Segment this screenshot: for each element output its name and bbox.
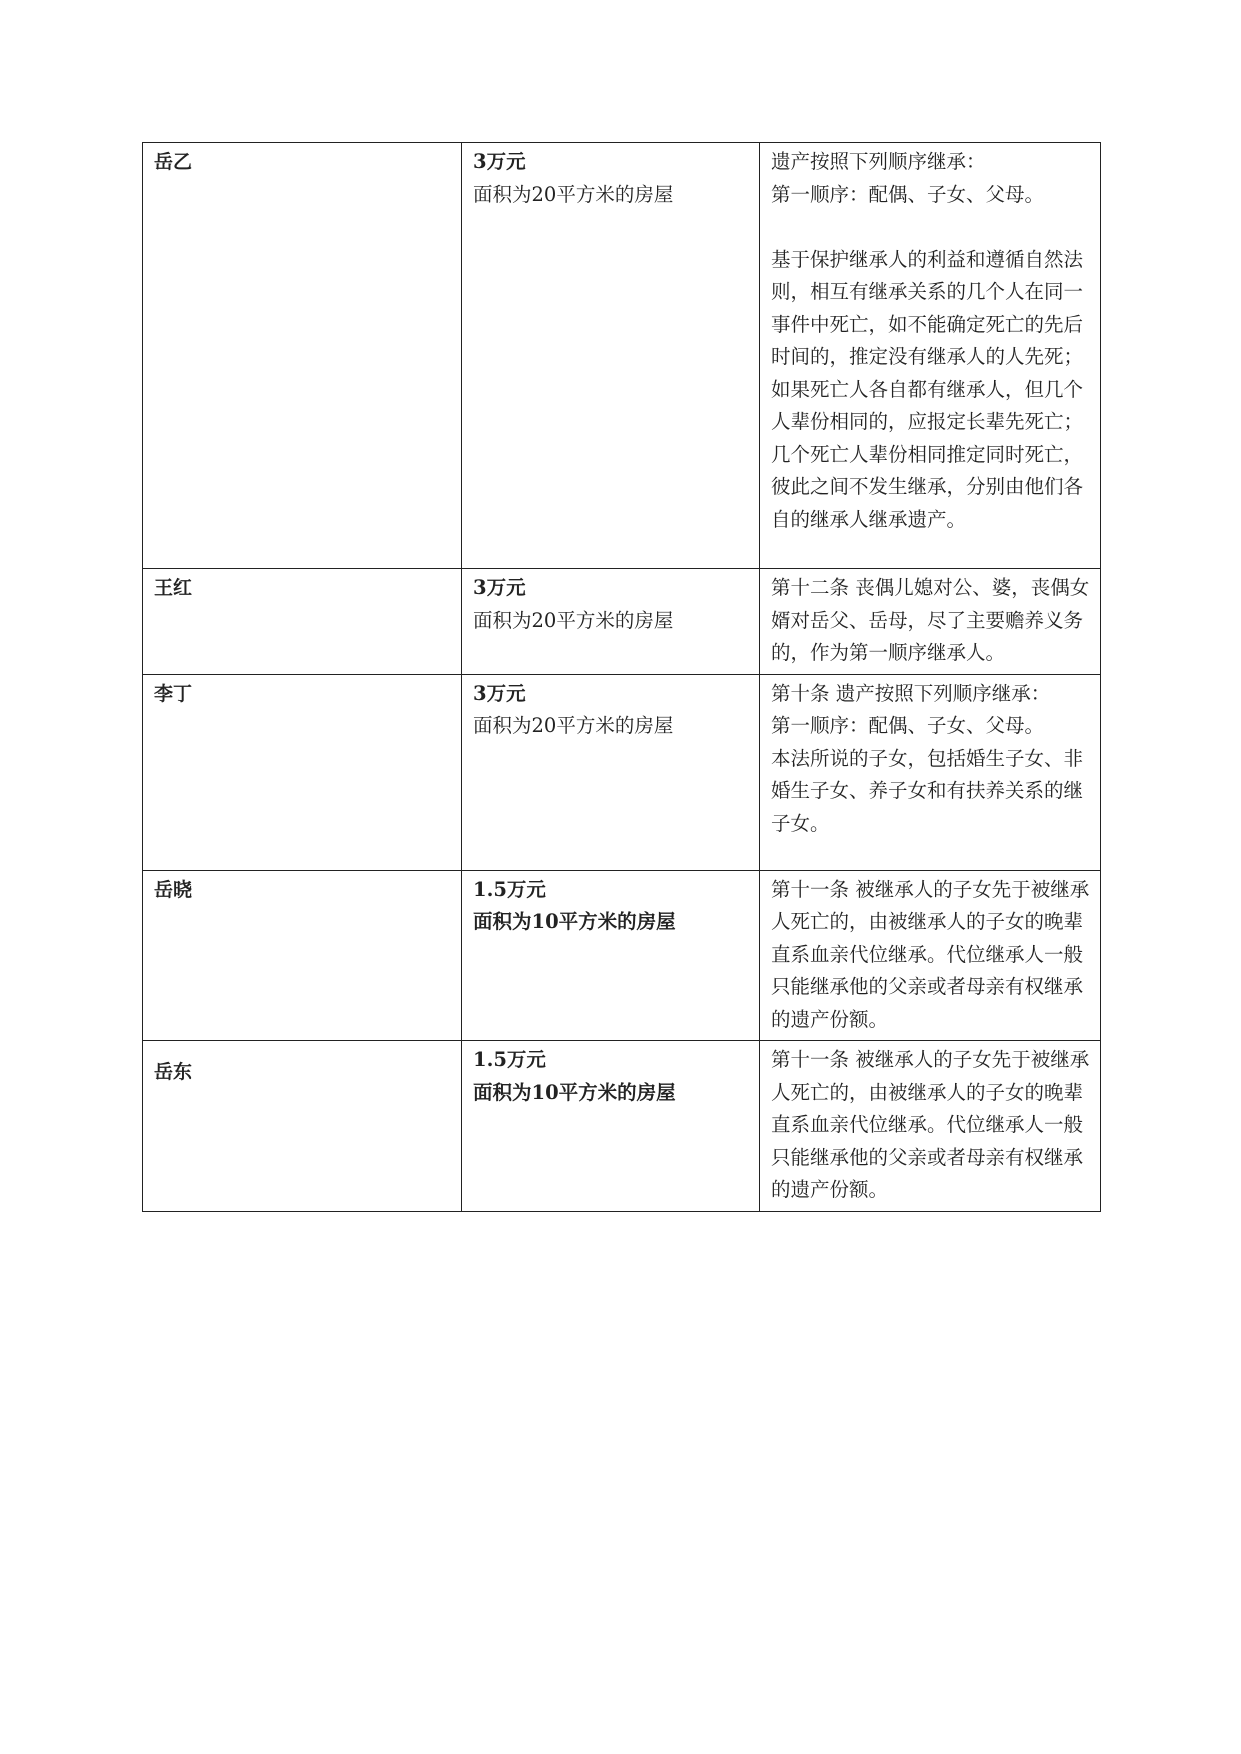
law-line: 第一顺序：配偶、子女、父母。 xyxy=(771,182,1045,206)
table-row xyxy=(143,1041,1101,1212)
estate-cell xyxy=(462,569,760,675)
heir-name-cell xyxy=(143,1041,462,1212)
law-line: 第十条 遗产按照下列顺序继承： xyxy=(771,681,1051,705)
law-cell xyxy=(760,674,1101,870)
heir-name: 岳东 xyxy=(154,1061,193,1083)
inheritance-table xyxy=(142,142,1101,1212)
estate-house: 面积为20平方米的房屋 xyxy=(473,714,674,737)
estate-house: 面积为20平方米的房屋 xyxy=(473,608,674,632)
paragraph-gap xyxy=(771,211,1090,244)
table-row xyxy=(143,569,1101,675)
law-paragraph: 基于保护继承人的利益和遵循自然法则，相互有继承关系的几个人在同一事件中死亡，如不能确定死亡的先后时间的，推定没有继承人的人先死；如果死亡人各自都有继承人，但几个人辈份相同的，应报定长辈先死亡；几个死亡人辈份相同推定同时死亡，彼此之间不发生继承，分别由他们各自的继承人继承遗产。 xyxy=(771,247,1084,531)
estate-cash: 1.5万元 xyxy=(473,1048,546,1071)
table-row xyxy=(143,674,1101,870)
estate-cell xyxy=(462,674,760,870)
estate-cash: 1.5万元 xyxy=(473,877,546,901)
heir-name-cell xyxy=(143,569,462,675)
estate-cash: 3万元 xyxy=(473,576,526,599)
law-paragraph: 第十一条 被继承人的子女先于被继承人死亡的，由被继承人的子女的晚辈直系血亲代位继承。代位继承人一般只能继承他的父亲或者母亲有权继承的遗产份额。 xyxy=(771,1048,1090,1201)
law-paragraph: 第十二条 丧偶儿媳对公、婆，丧偶女婿对岳父、岳母，尽了主要赡养义务的，作为第一顺序继承人。 xyxy=(771,576,1090,664)
heir-name-cell xyxy=(143,870,462,1041)
estate-cell xyxy=(462,143,760,569)
heir-name-cell xyxy=(143,143,462,569)
law-paragraph: 本法所说的子女，包括婚生子女、非婚生子女、养子女和有扶养关系的继子女。 xyxy=(771,746,1084,835)
law-cell xyxy=(760,143,1101,569)
law-cell xyxy=(760,1041,1101,1212)
heir-name: 岳晓 xyxy=(154,878,193,901)
law-paragraph: 第十一条 被继承人的子女先于被继承人死亡的，由被继承人的子女的晚辈直系血亲代位继承。代位继承人一般只能继承他的父亲或者母亲有权继承的遗产份额。 xyxy=(771,877,1090,1031)
estate-cell xyxy=(462,1041,760,1212)
law-line: 遗产按照下列顺序继承： xyxy=(771,150,986,173)
table-row xyxy=(143,870,1101,1041)
law-cell xyxy=(760,870,1101,1041)
law-cell xyxy=(760,569,1101,675)
heir-name: 李丁 xyxy=(154,682,193,705)
estate-house: 面积为20平方米的房屋 xyxy=(473,182,674,206)
estate-house: 面积为10平方米的房屋 xyxy=(473,910,676,933)
heir-name: 王红 xyxy=(154,577,193,599)
law-line: 第一顺序：配偶、子女、父母。 xyxy=(771,714,1045,737)
estate-cash: 3万元 xyxy=(473,150,526,173)
estate-cell xyxy=(462,870,760,1041)
heir-name-cell xyxy=(143,674,462,870)
table-row xyxy=(143,143,1101,569)
heir-name: 岳乙 xyxy=(154,151,193,173)
estate-house: 面积为10平方米的房屋 xyxy=(473,1080,676,1104)
estate-cash: 3万元 xyxy=(473,681,526,705)
